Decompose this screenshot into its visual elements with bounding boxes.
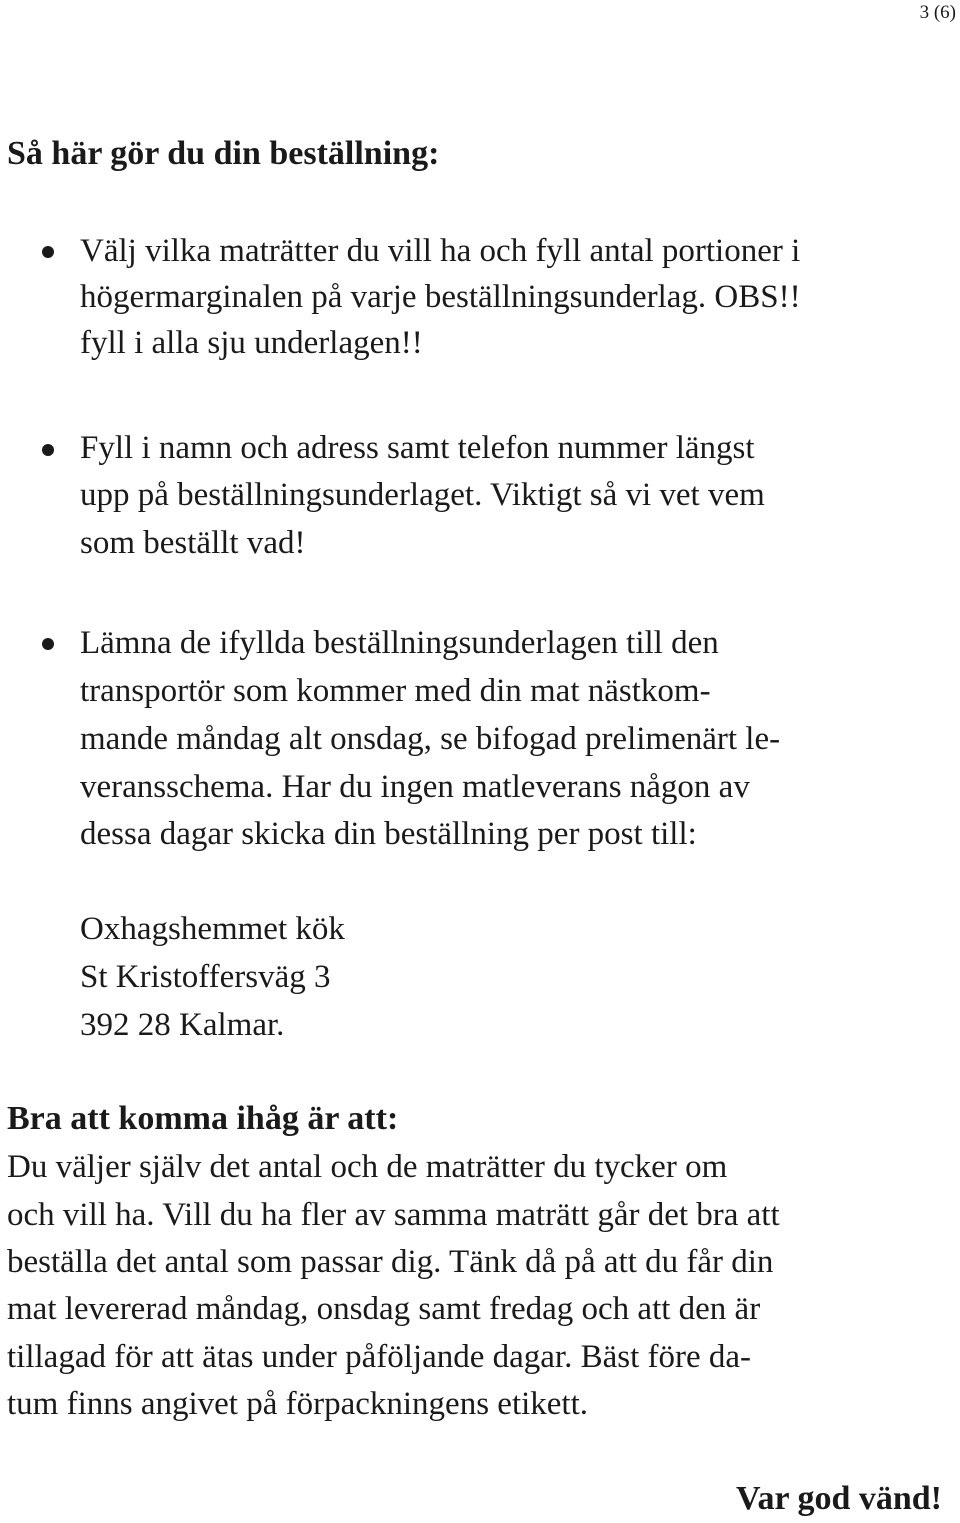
reminder-line: Du väljer själv det antal och de maträtter du tycker om bbox=[7, 1149, 728, 1185]
page-title: Så här gör du din beställning: bbox=[7, 135, 440, 172]
address-line: St Kristoffersväg 3 bbox=[80, 959, 331, 995]
bullet-line: fyll i alla sju underlagen!! bbox=[80, 325, 423, 361]
reminder-line: tum finns angivet på förpackningens etikett. bbox=[7, 1386, 589, 1422]
page-number: 3 (6) bbox=[919, 2, 956, 23]
bullet-line: dessa dagar skicka din beställning per post till: bbox=[80, 816, 697, 852]
bullet-line: Välj vilka maträtter du vill ha och fyll antal portioner i bbox=[80, 233, 801, 269]
turn-over-note: Var god vänd! bbox=[736, 1480, 942, 1517]
reminder-line: beställa det antal som passar dig. Tänk då på att du får din bbox=[7, 1244, 774, 1280]
bullet-line: högermarginalen på varje beställningsunderlag. OBS!! bbox=[80, 279, 801, 315]
bullet-line: mande måndag alt onsdag, se bifogad prelimenärt le- bbox=[80, 721, 781, 757]
reminder-line: mat levererad måndag, onsdag samt fredag och att den är bbox=[7, 1291, 761, 1327]
address-line: Oxhagshemmet kök bbox=[80, 911, 345, 947]
bullet-icon bbox=[42, 444, 54, 456]
bullet-icon bbox=[42, 246, 54, 258]
bullet-line: veransschema. Har du ingen matleverans någon av bbox=[80, 769, 750, 805]
reminder-line: och vill ha. Vill du ha fler av samma maträtt går det bra att bbox=[7, 1197, 780, 1233]
reminder-line: tillagad för att ätas under påföljande dagar. Bäst före da- bbox=[7, 1339, 752, 1375]
bullet-line: transportör som kommer med din mat nästkom- bbox=[80, 673, 711, 709]
bullet-line: som beställt vad! bbox=[80, 525, 306, 561]
address-line: 392 28 Kalmar. bbox=[80, 1007, 285, 1043]
bullet-line: Fyll i namn och adress samt telefon nummer längst bbox=[80, 430, 755, 466]
bullet-icon bbox=[42, 638, 54, 650]
bullet-line: Lämna de ifyllda beställningsunderlagen till den bbox=[80, 625, 719, 661]
reminder-heading: Bra att komma ihåg är att: bbox=[7, 1100, 399, 1137]
bullet-line: upp på beställningsunderlaget. Viktigt så vi vet vem bbox=[80, 477, 765, 513]
